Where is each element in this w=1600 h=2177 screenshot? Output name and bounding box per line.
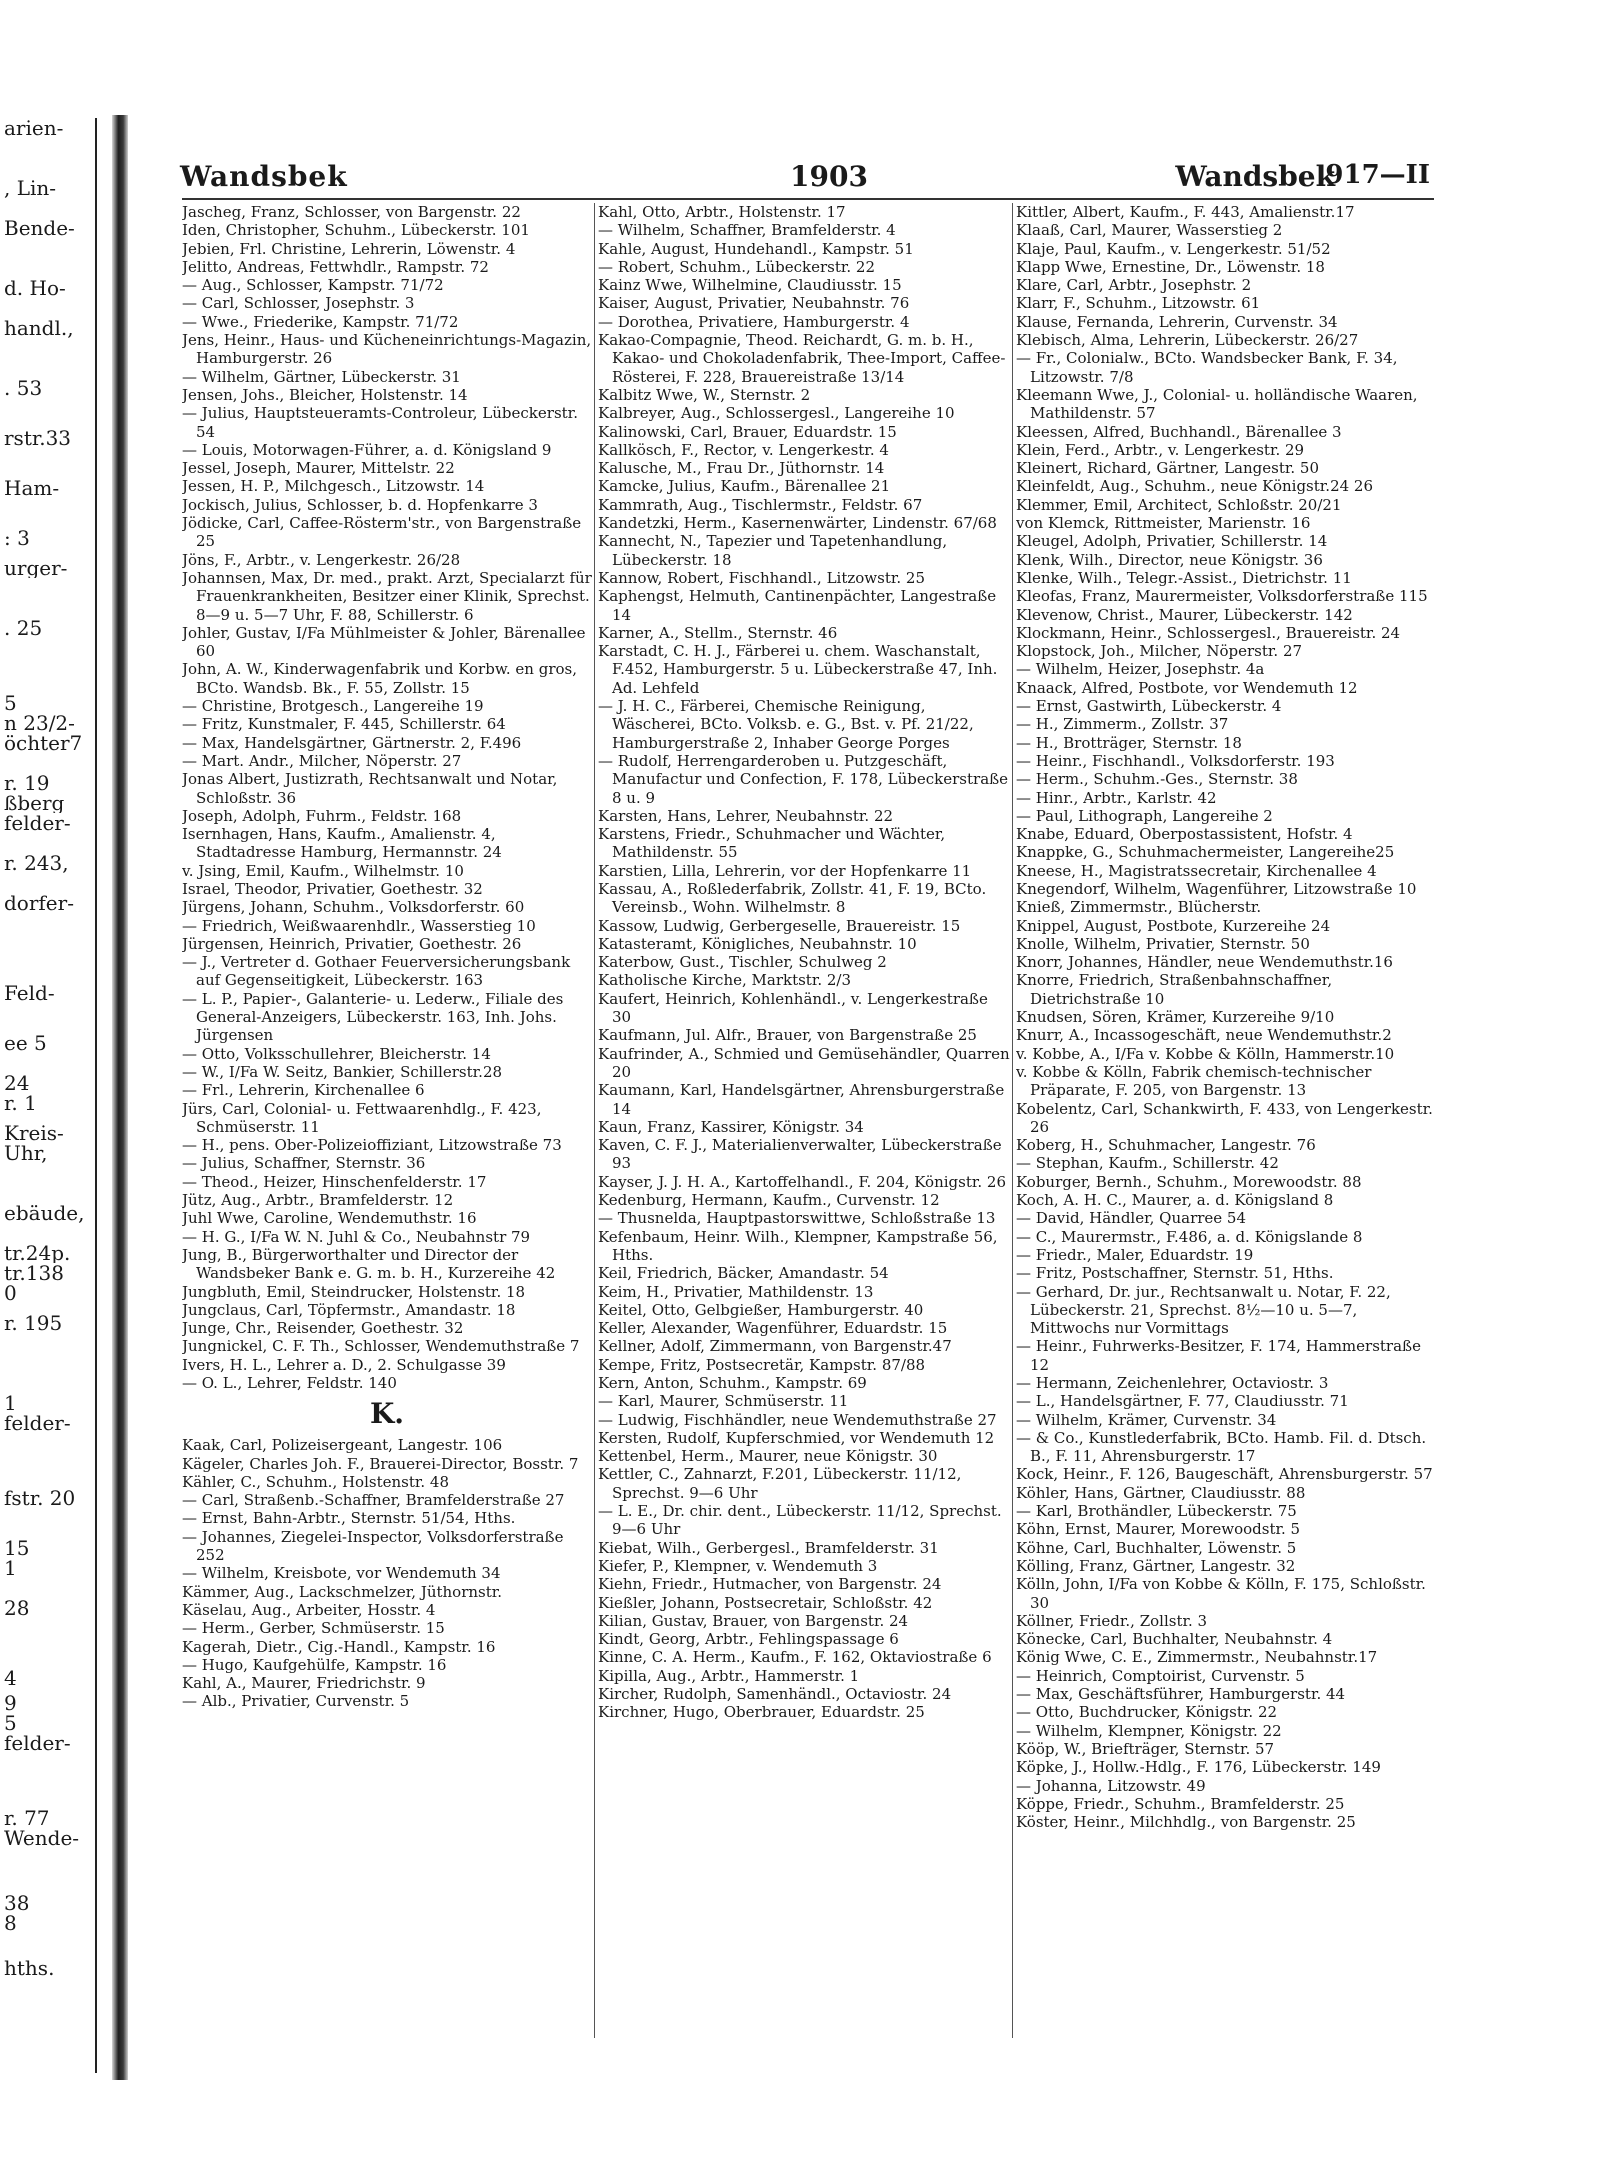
- directory-entry: Keim, H., Privatier, Mathildenstr. 13: [598, 1282, 874, 1301]
- directory-entry: Kaufmann, Jul. Alfr., Brauer, von Bargenstraße 25: [598, 1026, 977, 1045]
- left-page-line: dorfer-: [4, 893, 74, 913]
- directory-entry: — W., I/Fa W. Seitz, Bankier, Schillerstr.28: [182, 1062, 503, 1081]
- directory-entry: Kittler, Albert, Kaufm., F. 443, Amalienstr.17: [1016, 203, 1355, 221]
- directory-entry: Kööp, W., Briefträger, Sternstr. 57: [1016, 1739, 1275, 1758]
- directory-entry: Jelitto, Andreas, Fettwhdlr., Rampstr. 72: [182, 257, 489, 276]
- directory-entry: Knudsen, Sören, Krämer, Kurzereihe 9/10: [1016, 1008, 1335, 1027]
- directory-entry: — Ernst, Gastwirth, Lübeckerstr. 4: [1016, 697, 1282, 716]
- column-divider-2: [1012, 203, 1013, 2038]
- directory-entry: — Carl, Straßenb.-Schaffner, Bramfelderstraße 27: [182, 1491, 565, 1510]
- directory-entry: — Fritz, Postschaffner, Sternstr. 51, Hths.: [1016, 1264, 1334, 1283]
- left-page-line: Bende-: [4, 218, 75, 238]
- directory-entry: Klebisch, Alma, Lehrerin, Lübeckerstr. 26/27: [1016, 331, 1359, 350]
- directory-entry: Kagerah, Dietr., Cig.-Handl., Kampstr. 16: [182, 1637, 496, 1656]
- directory-entry: Kaumann, Karl, Handelsgärtner, Ahrensburgerstraße 14: [598, 1081, 1005, 1118]
- left-page-line: Feld-: [4, 983, 55, 1003]
- directory-entry: Kiefer, P., Klempner, v. Wendemuth 3: [598, 1556, 878, 1575]
- directory-entry: Köhn, Ernst, Maurer, Morewoodstr. 5: [1016, 1520, 1301, 1539]
- directory-entry: Kassow, Ludwig, Gerbergeselle, Brauereistr. 15: [598, 916, 961, 935]
- directory-entry: Keil, Friedrich, Bäcker, Amandastr. 54: [598, 1264, 889, 1283]
- left-page-line: felder-: [4, 1413, 71, 1433]
- directory-entry: Kleinert, Richard, Gärtner, Langestr. 50: [1016, 459, 1319, 478]
- directory-entry: — Paul, Lithograph, Langereihe 2: [1016, 806, 1273, 825]
- directory-entry: Kipilla, Aug., Arbtr., Hammerstr. 1: [598, 1666, 860, 1685]
- directory-entry: — Julius, Schaffner, Sternstr. 36: [182, 1154, 426, 1173]
- directory-entry: Knappke, G., Schuhmachermeister, Langereihe25: [1016, 843, 1395, 862]
- left-page-line: tr.138: [4, 1263, 64, 1283]
- left-page-line: felder-: [4, 813, 71, 833]
- directory-entry: Kaiser, August, Privatier, Neubahnstr. 76: [598, 294, 910, 313]
- left-page-line: . 25: [4, 618, 43, 638]
- left-page-line: d. Ho-: [4, 278, 66, 298]
- directory-entry: Klein, Ferd., Arbtr., v. Lengerkestr. 29: [1016, 440, 1305, 459]
- directory-entry: Jürs, Carl, Colonial- u. Fettwaarenhdlg., F. 423, Schmüserstr. 11: [182, 1099, 542, 1136]
- directory-entry: Klause, Fernanda, Lehrerin, Curvenstr. 34: [1016, 312, 1338, 331]
- directory-entry: — Hugo, Kaufgehülfe, Kampstr. 16: [182, 1655, 447, 1674]
- directory-entry: — Wilhelm, Gärtner, Lübeckerstr. 31: [182, 367, 461, 386]
- directory-entry: Kalbreyer, Aug., Schlossergesl., Langereihe 10: [598, 404, 955, 423]
- directory-entry: Kahl, Otto, Arbtr., Holstenstr. 17: [598, 203, 846, 221]
- left-page-line: rstr.33: [4, 428, 72, 448]
- directory-entry: — Aug., Schlosser, Kampstr. 71/72: [182, 276, 444, 295]
- left-page-line: 24: [4, 1073, 30, 1093]
- directory-entry: Köllner, Friedr., Zollstr. 3: [1016, 1611, 1208, 1630]
- left-page-line: Kreis-: [4, 1123, 64, 1143]
- directory-entry: Karstens, Friedr., Schuhmacher und Wächter, Mathildenstr. 55: [598, 825, 946, 862]
- left-page-line: Uhr,: [4, 1143, 48, 1163]
- directory-entry: — Friedr., Maler, Eduardstr. 19: [1016, 1245, 1254, 1264]
- directory-entry: — Dorothea, Privatiere, Hamburgerstr. 4: [598, 312, 910, 331]
- directory-entry: — Frl., Lehrerin, Kirchenallee 6: [182, 1081, 425, 1100]
- directory-entry: Kettenbel, Herm., Maurer, neue Königstr. 30: [598, 1447, 938, 1466]
- directory-entry: Kellner, Adolf, Zimmermann, von Bargenstr.47: [598, 1337, 952, 1356]
- column-divider-1: [594, 203, 595, 2038]
- column-1: [182, 203, 592, 2043]
- directory-entry: Kiebat, Wilh., Gerbergesl., Bramfelderstr. 31: [598, 1538, 939, 1557]
- directory-entry: v. Kobbe, A., I/Fa v. Kobbe & Kölln, Hammerstr.10: [1016, 1044, 1395, 1063]
- directory-entry: Jens, Heinr., Haus- und Kücheneinrichtungs-Magazin, Hamburgerstr. 26: [182, 331, 592, 368]
- directory-entry: — Ernst, Bahn-Arbtr., Sternstr. 51/54, Hths.: [182, 1509, 516, 1528]
- left-page-line: 1: [4, 1393, 17, 1413]
- left-page-rule: [95, 118, 97, 2073]
- directory-entry: Kannow, Robert, Fischhandl., Litzowstr. 25: [598, 568, 925, 587]
- directory-entry: Käselau, Aug., Arbeiter, Hosstr. 4: [182, 1600, 436, 1619]
- directory-entry: — Louis, Motorwagen-Führer, a. d. Königsland 9: [182, 440, 552, 459]
- directory-entry: Kägeler, Charles Joh. F., Brauerei-Director, Bosstr. 7: [182, 1454, 579, 1473]
- left-page-line: Ham-: [4, 478, 60, 498]
- directory-entry: Jessen, H. P., Milchgesch., Litzowstr. 14: [182, 477, 485, 496]
- directory-entry: Könecke, Carl, Buchhalter, Neubahnstr. 4: [1016, 1630, 1333, 1649]
- book-gutter: [112, 115, 128, 2080]
- directory-entry: — Heinr., Fuhrwerks-Besitzer, F. 174, Hammerstraße 12: [1016, 1337, 1421, 1374]
- left-page-fragment: [0, 118, 118, 2078]
- directory-entry: — Thusnelda, Hauptpastorswittwe, Schloßstraße 13: [598, 1209, 996, 1228]
- directory-entry: John, A. W., Kinderwagenfabrik und Korbw. en gros, BCto. Wandsb. Bk., F. 55, Zollstr. 15: [182, 660, 577, 697]
- directory-entry: Kobelentz, Carl, Schankwirth, F. 433, von Lengerkestr. 26: [1016, 1099, 1433, 1136]
- directory-entry: — Wilhelm, Krämer, Curvenstr. 34: [1016, 1410, 1277, 1429]
- header-rule: [182, 198, 1434, 200]
- directory-entry: Kern, Anton, Schuhm., Kampstr. 69: [598, 1374, 867, 1392]
- directory-entry: Knorre, Friedrich, Straßenbahnschaffner, Dietrichstraße 10: [1016, 971, 1333, 1008]
- directory-entry: Jascheg, Franz, Schlosser, von Bargenstr. 22: [182, 203, 521, 221]
- directory-entry: Juhl Wwe, Caroline, Wendemuthstr. 16: [182, 1209, 477, 1228]
- directory-entry: Koburger, Bernh., Schuhm., Morewoodstr. 88: [1016, 1172, 1362, 1191]
- directory-entry: Knegendorf, Wilhelm, Wagenführer, Litzowstraße 10: [1016, 879, 1417, 898]
- directory-entry: — Johannes, Ziegelei-Inspector, Volksdorferstraße 252: [182, 1527, 564, 1565]
- left-page-line: 28: [4, 1598, 30, 1618]
- directory-entry: Katholische Kirche, Marktstr. 2/3: [598, 971, 852, 990]
- left-page-line: 5: [4, 1713, 17, 1733]
- directory-entry: Katasteramt, Königliches, Neubahnstr. 10: [598, 934, 917, 953]
- column-3: [1016, 203, 1436, 2043]
- directory-entry: — Wwe., Friederike, Kampstr. 71/72: [182, 312, 459, 331]
- directory-entry: — Mart. Andr., Milcher, Nöperstr. 27: [182, 751, 462, 770]
- directory-entry: — Heinrich, Comptoirist, Curvenstr. 5: [1016, 1666, 1305, 1685]
- left-page-line: : 3: [4, 528, 30, 548]
- header-town-right: Wandsbek: [1175, 160, 1335, 193]
- directory-entry: Kaun, Franz, Kassirer, Königstr. 34: [598, 1117, 864, 1136]
- left-page-line: 15: [4, 1538, 30, 1558]
- header-year: 1903: [790, 160, 868, 193]
- left-page-line: 38: [4, 1893, 30, 1913]
- directory-entry: Kindt, Georg, Arbtr., Fehlingspassage 6: [598, 1630, 899, 1649]
- directory-entry: Kamcke, Julius, Kaufm., Bärenallee 21: [598, 477, 891, 496]
- directory-entry: Keller, Alexander, Wagenführer, Eduardstr. 15: [598, 1319, 948, 1338]
- page-header: [180, 160, 1430, 194]
- directory-entry: Kersten, Rudolf, Kupferschmied, vor Wendemuth 12: [598, 1428, 995, 1447]
- directory-entry: Köpke, J., Hollw.-Hdlg., F. 176, Lübeckerstr. 149: [1016, 1758, 1381, 1777]
- directory-entry: — Alb., Privatier, Curvenstr. 5: [182, 1692, 410, 1711]
- directory-entry: — Julius, Hauptsteueramts-Controleur, Lübeckerstr. 54: [182, 404, 578, 441]
- directory-entry: Klemmer, Emil, Architect, Schloßstr. 20/21: [1016, 495, 1342, 514]
- directory-entry: — L., Handelsgärtner, F. 77, Claudiusstr. 71: [1016, 1392, 1349, 1411]
- directory-entry: Kallkösch, F., Rector, v. Lengerkestr. 4: [598, 440, 889, 459]
- directory-entry: Junge, Chr., Reisender, Goethestr. 32: [182, 1319, 464, 1338]
- left-page-line: ßberg: [4, 793, 65, 813]
- left-page-line: 9: [4, 1693, 17, 1713]
- directory-entry: Kempe, Fritz, Postsecretär, Kampstr. 87/88: [598, 1355, 926, 1374]
- directory-entry: — Hinr., Arbtr., Karlstr. 42: [1016, 788, 1217, 807]
- directory-entry: Kaak, Carl, Polizeisergeant, Langestr. 106: [182, 1436, 503, 1455]
- directory-entry: Keitel, Otto, Gelbgießer, Hamburgerstr. 40: [598, 1300, 924, 1319]
- directory-entry: Köppe, Friedr., Schuhm., Bramfelderstr. 25: [1016, 1794, 1345, 1813]
- directory-entry: Jung, B., Bürgerworthalter und Director der Wandsbeker Bank e. G. m. b. H., Kurzereihe 42: [182, 1245, 556, 1283]
- directory-entry: Kettler, C., Zahnarzt, F.201, Lübeckerstr. 11/12, Sprechst. 9—6 Uhr: [598, 1465, 962, 1502]
- directory-entry: Klapp Wwe, Ernestine, Dr., Löwenstr. 18: [1016, 257, 1325, 276]
- left-page-line: urger-: [4, 558, 68, 578]
- directory-entry: Klockmann, Heinr., Schlossergesl., Brauereistr. 24: [1016, 623, 1401, 642]
- directory-entry: Kinne, C. A. Herm., Kaufm., F. 162, Oktaviostraße 6: [598, 1648, 992, 1667]
- directory-entry: — Christine, Brotgesch., Langereihe 19: [182, 697, 484, 716]
- directory-entry: Johler, Gustav, I/Fa Mühlmeister & Johler, Bärenallee 60: [182, 623, 586, 661]
- section-letter-heading: K.: [369, 1397, 405, 1431]
- left-page-line: arien-: [4, 118, 64, 138]
- directory-entry: Kefenbaum, Heinr. Wilh., Klempner, Kampstraße 56, Hths.: [598, 1227, 998, 1264]
- directory-entry: Knabe, Eduard, Oberpostassistent, Hofstr. 4: [1016, 825, 1353, 844]
- directory-entry: Kilian, Gustav, Brauer, von Bargenstr. 24: [598, 1611, 909, 1630]
- directory-entry: Klevenow, Christ., Maurer, Lübeckerstr. 142: [1016, 605, 1353, 624]
- left-page-line: , Lin-: [4, 178, 57, 198]
- directory-entry: Köhler, Hans, Gärtner, Claudiusstr. 88: [1016, 1483, 1306, 1502]
- directory-entry: Karstien, Lilla, Lehrerin, vor der Hopfenkarre 11: [598, 861, 972, 880]
- directory-entry: Kedenburg, Hermann, Kaufm., Curvenstr. 12: [598, 1191, 940, 1210]
- left-page-line: n 23/2-: [4, 713, 75, 733]
- directory-entry: — & Co., Kunstlederfabrik, BCto. Hamb. Fil. d. Dtsch. B., F. 11, Ahrensburgerstr. 17: [1016, 1428, 1427, 1466]
- directory-entry: Kahl, A., Maurer, Friedrichstr. 9: [182, 1674, 426, 1693]
- directory-entry: Kayser, J. J. H. A., Kartoffelhandl., F. 204, Königstr. 26: [598, 1172, 1006, 1191]
- directory-entry: Jessel, Joseph, Maurer, Mittelstr. 22: [182, 459, 455, 478]
- directory-entry: Karner, A., Stellm., Sternstr. 46: [598, 623, 838, 642]
- directory-entry: — Herm., Gerber, Schmüserstr. 15: [182, 1619, 445, 1638]
- directory-entry: Karstadt, C. H. J., Färberei u. chem. Waschanstalt, F.452, Hamburgerstr. 5 u. Lübeckerstraße 47, Inh. Ad. Lehfeld: [598, 642, 998, 697]
- left-page-line: tr.24p.: [4, 1243, 71, 1263]
- directory-entry: — Rudolf, Herrengarderoben u. Putzgeschäft, Manufactur und Confection, F. 178, Lübeckerstraße 8 u. 9: [598, 751, 1009, 807]
- directory-entry: — H., Brotträger, Sternstr. 18: [1016, 733, 1242, 752]
- column-2: [598, 203, 1010, 2043]
- directory-entry: v. Kobbe & Kölln, Fabrik chemisch-technischer Präparate, F. 205, von Bargenstr. 13: [1016, 1062, 1372, 1100]
- directory-entry: Kölln, John, I/Fa von Kobbe & Kölln, F. 175, Schloßstr. 30: [1016, 1575, 1426, 1612]
- directory-entry: — Gerhard, Dr. jur., Rechtsanwalt u. Notar, F. 22, Lübeckerstr. 21, Sprechst. 8½—10 u. 5—7, Mittwochs nur Vormittags: [1016, 1282, 1391, 1338]
- directory-entry: Kock, Heinr., F. 126, Baugeschäft, Ahrensburgerstr. 57: [1016, 1465, 1433, 1484]
- left-page-line: ebäude,: [4, 1203, 85, 1223]
- directory-entry: Ivers, H. L., Lehrer a. D., 2. Schulgasse 39: [182, 1355, 506, 1374]
- directory-entry: Kalinowski, Carl, Brauer, Eduardstr. 15: [598, 422, 897, 441]
- directory-entry: Kassau, A., Roßlederfabrik, Zollstr. 41, F. 19, BCto. Vereinsb., Wohn. Wilhelmstr. 8: [598, 879, 987, 917]
- directory-entry: Kammrath, Aug., Tischlermstr., Feldstr. 67: [598, 495, 923, 514]
- left-page-line: r. 1: [4, 1093, 37, 1113]
- directory-entry: — Friedrich, Weißwaarenhdlr., Wasserstieg 10: [182, 916, 536, 935]
- directory-entry: — Fr., Colonialw., BCto. Wandsbecker Bank, F. 34, Litzowstr. 7/8: [1016, 349, 1398, 386]
- directory-entry: Kalusche, M., Frau Dr., Jüthornstr. 14: [598, 459, 885, 478]
- directory-entry: Jödicke, Carl, Caffee-Rösterm'str., von Bargenstraße 25: [182, 514, 582, 551]
- directory-entry: Köhne, Carl, Buchhalter, Löwenstr. 5: [1016, 1538, 1297, 1557]
- directory-entry: Jungbluth, Emil, Steindrucker, Holstenstr. 18: [182, 1282, 526, 1301]
- directory-entry: — Stephan, Kaufm., Schillerstr. 42: [1016, 1154, 1279, 1173]
- directory-entry: Jebien, Frl. Christine, Lehrerin, Löwenstr. 4: [182, 239, 516, 258]
- directory-entry: Jöns, F., Arbtr., v. Lengerkestr. 26/28: [182, 550, 461, 569]
- directory-entry: Kannecht, N., Tapezier und Tapetenhandlung, Lübeckerstr. 18: [598, 532, 948, 569]
- directory-entry: — Hermann, Zeichenlehrer, Octaviostr. 3: [1016, 1374, 1329, 1392]
- directory-entry: Knurr, A., Incassogeschäft, neue Wendemuthstr.2: [1016, 1026, 1392, 1045]
- directory-entry: Kircher, Rudolph, Samenhändl., Octaviostr. 24: [598, 1685, 952, 1704]
- directory-entry: von Klemck, Rittmeister, Marienstr. 16: [1016, 514, 1311, 533]
- left-page-line: r. 77: [4, 1808, 50, 1828]
- directory-entry: — H., pens. Ober-Polizeioffiziant, Litzowstraße 73: [182, 1136, 562, 1155]
- directory-entry: v. Jsing, Emil, Kaufm., Wilhelmstr. 10: [182, 861, 464, 880]
- directory-entry: — J. H. C., Färberei, Chemische Reinigung, Wäscherei, BCto. Volksb. e. G., Bst. v. Pf. 21/22, Hamburgerstraße 2, Inhaber George Porges: [598, 697, 974, 752]
- left-page-line: . 53: [4, 378, 43, 398]
- directory-entry: — Otto, Buchdrucker, Königstr. 22: [1016, 1703, 1278, 1722]
- directory-entry: — L. E., Dr. chir. dent., Lübeckerstr. 11/12, Sprechst. 9—6 Uhr: [598, 1502, 1002, 1539]
- left-page-line: 5: [4, 693, 17, 713]
- directory-entry: Katerbow, Gust., Tischler, Schulweg 2: [598, 953, 887, 972]
- directory-entry: Kleofas, Franz, Maurermeister, Volksdorferstraße 115: [1016, 587, 1428, 606]
- left-page-line: ee 5: [4, 1033, 47, 1053]
- directory-entry: — Karl, Maurer, Schmüserstr. 11: [598, 1392, 849, 1411]
- directory-entry: Koch, A. H. C., Maurer, a. d. Königsland 8: [1016, 1191, 1334, 1210]
- directory-entry: — Wilhelm, Heizer, Josephstr. 4a: [1016, 660, 1265, 679]
- directory-entry: — Robert, Schuhm., Lübeckerstr. 22: [598, 257, 876, 276]
- directory-entry: Knorr, Johannes, Händler, neue Wendemuthstr.16: [1016, 953, 1393, 972]
- directory-entry: Kiehn, Friedr., Hutmacher, von Bargenstr. 24: [598, 1575, 942, 1594]
- left-page-line: Wende-: [4, 1828, 80, 1848]
- directory-entry: — Wilhelm, Klempner, Königstr. 22: [1016, 1721, 1282, 1740]
- directory-entry: Klarr, F., Schuhm., Litzowstr. 61: [1016, 294, 1261, 313]
- directory-entry: Jungclaus, Carl, Töpfermstr., Amandastr. 18: [182, 1300, 516, 1319]
- left-page-line: 0: [4, 1283, 17, 1303]
- directory-entry: Iden, Christopher, Schuhm., Lübeckerstr. 101: [182, 221, 530, 240]
- directory-entry: Kandetzki, Herm., Kasernenwärter, Lindenstr. 67/68: [598, 514, 997, 533]
- directory-entry: König Wwe, C. E., Zimmermstr., Neubahnstr.17: [1016, 1648, 1378, 1667]
- directory-entry: Jensen, Johs., Bleicher, Holstenstr. 14: [182, 385, 468, 404]
- directory-entry: Kaufert, Heinrich, Kohlenhändl., v. Lengerkestraße 30: [598, 989, 988, 1027]
- directory-entry: — H., Zimmerm., Zollstr. 37: [1016, 715, 1229, 734]
- directory-entry: Kleugel, Adolph, Privatier, Schillerstr. 14: [1016, 532, 1328, 551]
- directory-entry: Kaufrinder, A., Schmied und Gemüsehändler, Quarren 20: [598, 1044, 1010, 1081]
- directory-entry: Klenk, Wilh., Director, neue Königstr. 36: [1016, 550, 1323, 569]
- left-page-line: felder-: [4, 1733, 71, 1753]
- directory-entry: — Fritz, Kunstmaler, F. 445, Schillerstr. 64: [182, 715, 506, 734]
- directory-entry: Kalbitz Wwe, W., Sternstr. 2: [598, 385, 811, 404]
- directory-entry: Karsten, Hans, Lehrer, Neubahnstr. 22: [598, 806, 894, 825]
- directory-entry: Joseph, Adolph, Fuhrm., Feldstr. 168: [182, 806, 462, 825]
- directory-entry: Kleinfeldt, Aug., Schuhm., neue Königstr.24 26: [1016, 477, 1374, 496]
- directory-entry: — H. G., I/Fa W. N. Juhl & Co., Neubahnstr 79: [182, 1227, 531, 1246]
- directory-entry: Jürgensen, Heinrich, Privatier, Goethestr. 26: [182, 934, 522, 953]
- directory-entry: Isernhagen, Hans, Kaufm., Amalienstr. 4, Stadtadresse Hamburg, Hermannstr. 24: [182, 825, 502, 862]
- directory-entry: — C., Maurermstr., F.486, a. d. Königslande 8: [1016, 1227, 1363, 1246]
- directory-entry: Kölling, Franz, Gärtner, Langestr. 32: [1016, 1556, 1296, 1575]
- directory-entry: — Carl, Schlosser, Josephstr. 3: [182, 294, 415, 313]
- directory-entry: — Heinr., Fischhandl., Volksdorferstr. 193: [1016, 751, 1335, 770]
- directory-entry: Kaven, C. F. J., Materialienverwalter, Lübeckerstraße 93: [598, 1136, 1002, 1173]
- left-page-line: hths.: [4, 1958, 55, 1978]
- directory-entry: Kämmer, Aug., Lackschmelzer, Jüthornstr.: [182, 1582, 503, 1601]
- directory-entry: Kähler, C., Schuhm., Holstenstr. 48: [182, 1472, 450, 1491]
- directory-entry: — Wilhelm, Schaffner, Bramfelderstr. 4: [598, 221, 896, 240]
- directory-entry: — Ludwig, Fischhändler, neue Wendemuthstraße 27: [598, 1410, 997, 1429]
- directory-entry: Jürgens, Johann, Schuhm., Volksdorferstr. 60: [182, 898, 525, 917]
- directory-entry: Kahle, August, Hundehandl., Kampstr. 51: [598, 239, 914, 258]
- directory-entry: Kakao-Compagnie, Theod. Reichardt, G. m. b. H., Kakao- und Chokoladenfabrik, Thee-Import, Caffee-Rösterei, F. 228, Brauereistraße 13/14: [598, 331, 1006, 386]
- directory-entry: — Theod., Heizer, Hinschenfelderstr. 17: [182, 1172, 487, 1191]
- directory-entry: — Wilhelm, Kreisbote, vor Wendemuth 34: [182, 1564, 501, 1583]
- directory-entry: Klenke, Wilh., Telegr.-Assist., Dietrichstr. 11: [1016, 568, 1352, 587]
- directory-entry: Kleessen, Alfred, Buchhandl., Bärenallee 3: [1016, 422, 1342, 441]
- directory-entry: — Karl, Brothändler, Lübeckerstr. 75: [1016, 1502, 1297, 1521]
- left-page-line: 8: [4, 1913, 17, 1933]
- left-page-line: r. 243,: [4, 853, 69, 873]
- directory-entry: Jockisch, Julius, Schlosser, b. d. Hopfenkarre 3: [182, 495, 538, 514]
- directory-entry: Knolle, Wilhelm, Privatier, Sternstr. 50: [1016, 934, 1310, 953]
- directory-entry: — Johanna, Litzowstr. 49: [1016, 1776, 1206, 1795]
- directory-entry: Koberg, H., Schuhmacher, Langestr. 76: [1016, 1136, 1316, 1155]
- directory-entry: Kirchner, Hugo, Oberbrauer, Eduardstr. 25: [598, 1703, 925, 1722]
- left-page-line: handl.,: [4, 318, 74, 338]
- directory-entry: Kainz Wwe, Wilhelmine, Claudiusstr. 15: [598, 276, 902, 295]
- directory-entry: Knippel, August, Postbote, Kurzereihe 24: [1016, 916, 1331, 935]
- directory-entry: — David, Händler, Quarree 54: [1016, 1209, 1247, 1228]
- directory-entry: — Max, Handelsgärtner, Gärtnerstr. 2, F.496: [182, 733, 522, 752]
- directory-entry: — J., Vertreter d. Gothaer Feuerversicherungsbank auf Gegenseitigkeit, Lübeckerstr. 163: [182, 953, 571, 990]
- directory-entry: Jütz, Aug., Arbtr., Bramfelderstr. 12: [182, 1191, 454, 1210]
- left-page-line: r. 19: [4, 773, 50, 793]
- directory-entry: Klaje, Paul, Kaufm., v. Lengerkestr. 51/52: [1016, 239, 1331, 258]
- left-page-line: öchter7: [4, 733, 83, 753]
- directory-entry: — Otto, Volksschullehrer, Bleicherstr. 14: [182, 1044, 491, 1063]
- directory-entry: — O. L., Lehrer, Feldstr. 140: [182, 1374, 397, 1392]
- left-page-line: 1: [4, 1558, 17, 1578]
- directory-entry: Kneese, H., Magistratssecretair, Kirchenallee 4: [1016, 861, 1377, 880]
- directory-entry: Kleemann Wwe, J., Colonial- u. holländische Waaren, Mathildenstr. 57: [1016, 385, 1418, 423]
- directory-entry: — Max, Geschäftsführer, Hamburgerstr. 44: [1016, 1685, 1346, 1704]
- directory-entry: Klare, Carl, Arbtr., Josephstr. 2: [1016, 276, 1252, 295]
- left-page-line: fstr. 20: [4, 1488, 76, 1508]
- directory-entry: Israel, Theodor, Privatier, Goethestr. 32: [182, 879, 483, 898]
- directory-entry: Jonas Albert, Justizrath, Rechtsanwalt und Notar, Schloßstr. 36: [182, 770, 558, 807]
- directory-entry: Klaaß, Carl, Maurer, Wasserstieg 2: [1016, 221, 1283, 240]
- directory-entry: Jungnickel, C. F. Th., Schlosser, Wendemuthstraße 7: [182, 1337, 580, 1356]
- directory-entry: Kaphengst, Helmuth, Cantinenpächter, Langestraße 14: [598, 587, 997, 624]
- directory-entry: Knieß, Zimmermstr., Blücherstr.: [1016, 898, 1262, 917]
- directory-entry: — Herm., Schuhm.-Ges., Sternstr. 38: [1016, 770, 1298, 789]
- directory-entry: Knaack, Alfred, Postbote, vor Wendemuth 12: [1016, 678, 1358, 697]
- header-town-left: Wandsbek: [180, 160, 348, 193]
- page-number: 917—II: [1325, 160, 1430, 190]
- directory-entry: Kießler, Johann, Postsecretair, Schloßstr. 42: [598, 1593, 933, 1612]
- left-page-line: 4: [4, 1668, 17, 1688]
- directory-entry: — L. P., Papier-, Galanterie- u. Lederw., Filiale des General-Anzeigers, Lübeckerstr. 163, Inh. Johs. Jürgensen: [182, 989, 564, 1045]
- directory-entry: Köster, Heinr., Milchhdlg., von Bargenstr. 25: [1016, 1813, 1356, 1832]
- left-page-line: r. 195: [4, 1313, 63, 1333]
- directory-entry: Johannsen, Max, Dr. med., prakt. Arzt, Specialarzt für Frauenkrankheiten, Besitzer einer Klinik, Sprechst. 8—9 u. 5—7 Uhr, F. 88, Schillerstr. 6: [182, 568, 592, 624]
- directory-entry: Klopstock, Joh., Milcher, Nöperstr. 27: [1016, 642, 1303, 661]
